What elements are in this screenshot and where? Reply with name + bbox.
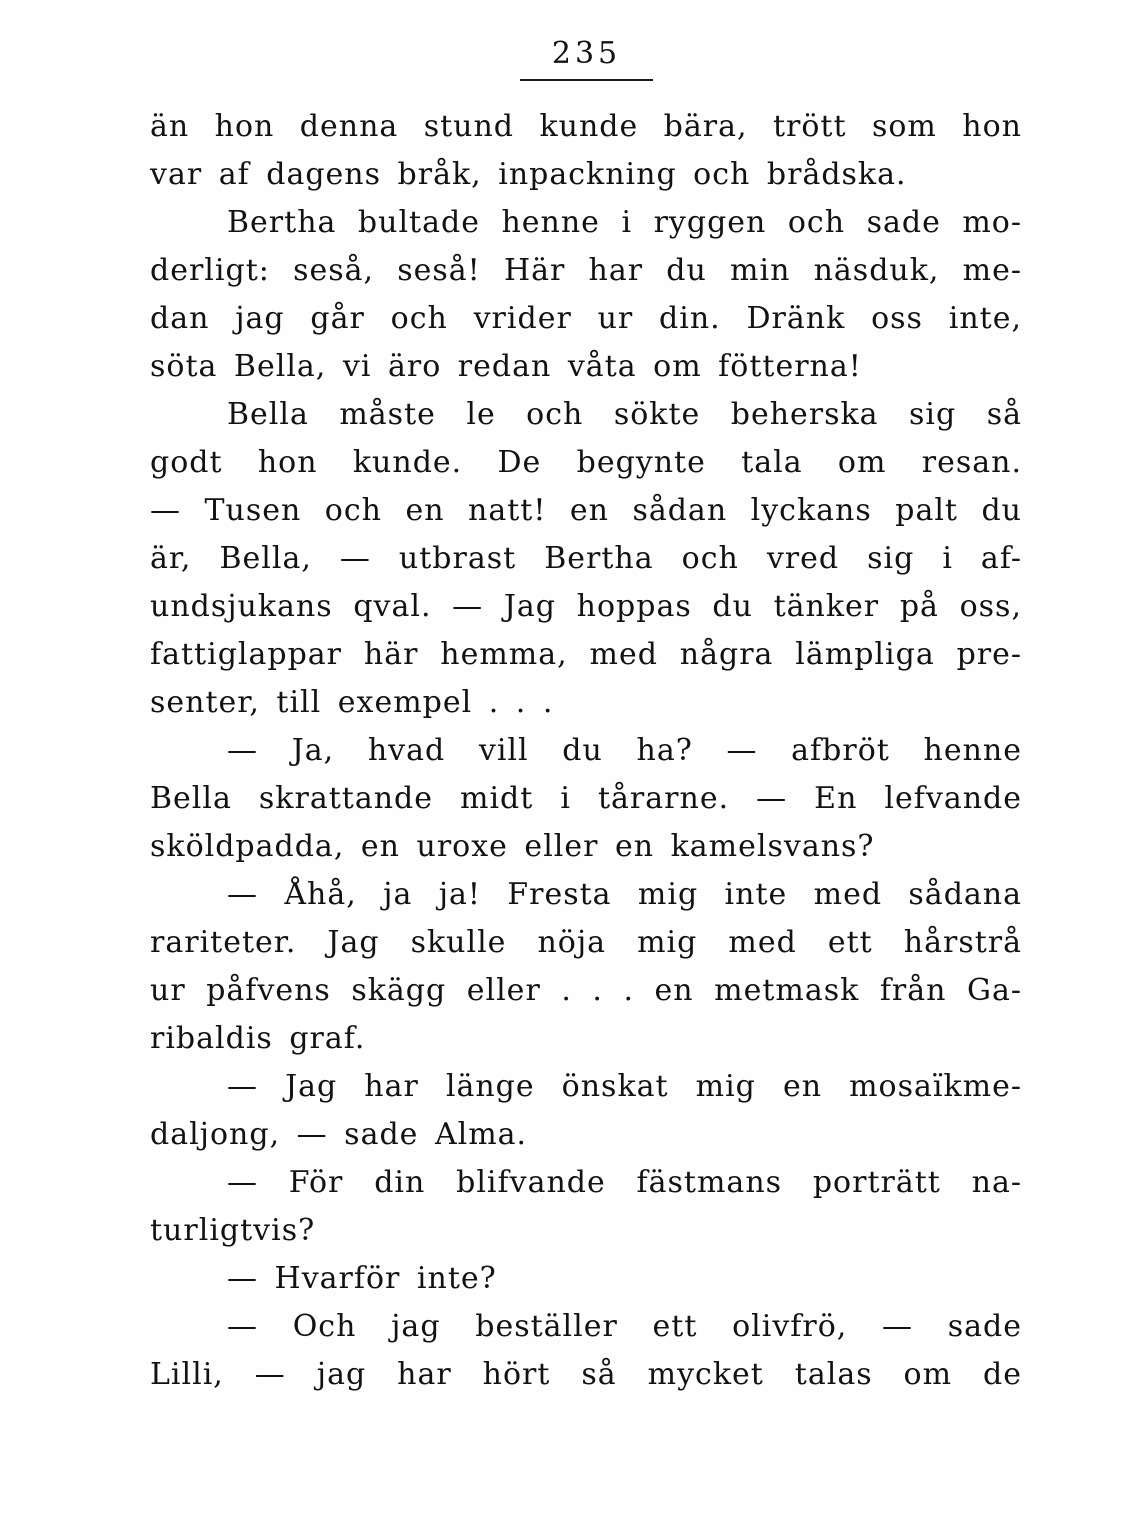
text-line: än hon denna stund kunde bära, trött som hon [150,109,1022,144]
text-line: var af dagens bråk, inpackning och brådska. [150,157,907,192]
text-line: Bella skrattande midt i tårarne. — En lefvande [150,781,1022,816]
text-line: fattiglappar här hemma, med några lämpliga pre- [150,637,1022,672]
page-number: 235 [520,36,653,81]
text-line: Bertha bultade henne i ryggen och sade mo- [227,205,1022,240]
text-line: godt hon kunde. De begynte tala om resan. [150,445,1022,480]
text-line: söta Bella, vi äro redan våta om fötterna! [150,349,862,384]
text-line: sköldpadda, en uroxe eller en kamelsvans? [150,829,875,864]
text-line: ur påfvens skägg eller . . . en metmask från Ga- [150,973,1022,1008]
text-line: — Ja, hvad vill du ha? — afbröt henne [227,733,1022,768]
text-line: ribaldis graf. [150,1021,366,1056]
text-line: är, Bella, — utbrast Bertha och vred sig i af- [150,541,1022,576]
text-line: senter, till exempel . . . [150,685,554,720]
text-line: daljong, — sade Alma. [150,1117,528,1152]
text-line: rariteter. Jag skulle nöja mig med ett hårstrå [150,925,1022,960]
text-line: — För din blifvande fästmans porträtt na- [227,1165,1022,1200]
text-line: — Åhå, ja ja! Fresta mig inte med sådana [227,877,1022,912]
text-line: turligtvis? [150,1213,316,1248]
text-line: Bella måste le och sökte beherska sig så [227,397,1022,432]
text-line: — Tusen och en natt! en sådan lyckans palt du [150,493,1022,528]
text-block [150,103,1022,1399]
page-header [0,0,1123,81]
text-line: Lilli, — jag har hört så mycket talas om de [150,1357,1022,1392]
text-line: — Jag har länge önskat mig en mosaïkme- [227,1069,1022,1104]
text-line: — Hvarför inte? [227,1261,497,1296]
text-line: derligt: seså, seså! Här har du min näsduk, me- [150,253,1022,288]
text-line: — Och jag beställer ett olivfrö, — sade [227,1309,1022,1344]
text-line: undsjukans qval. — Jag hoppas du tänker på oss, [150,589,1022,624]
text-line: dan jag går och vrider ur din. Dränk oss inte, [150,301,1022,336]
